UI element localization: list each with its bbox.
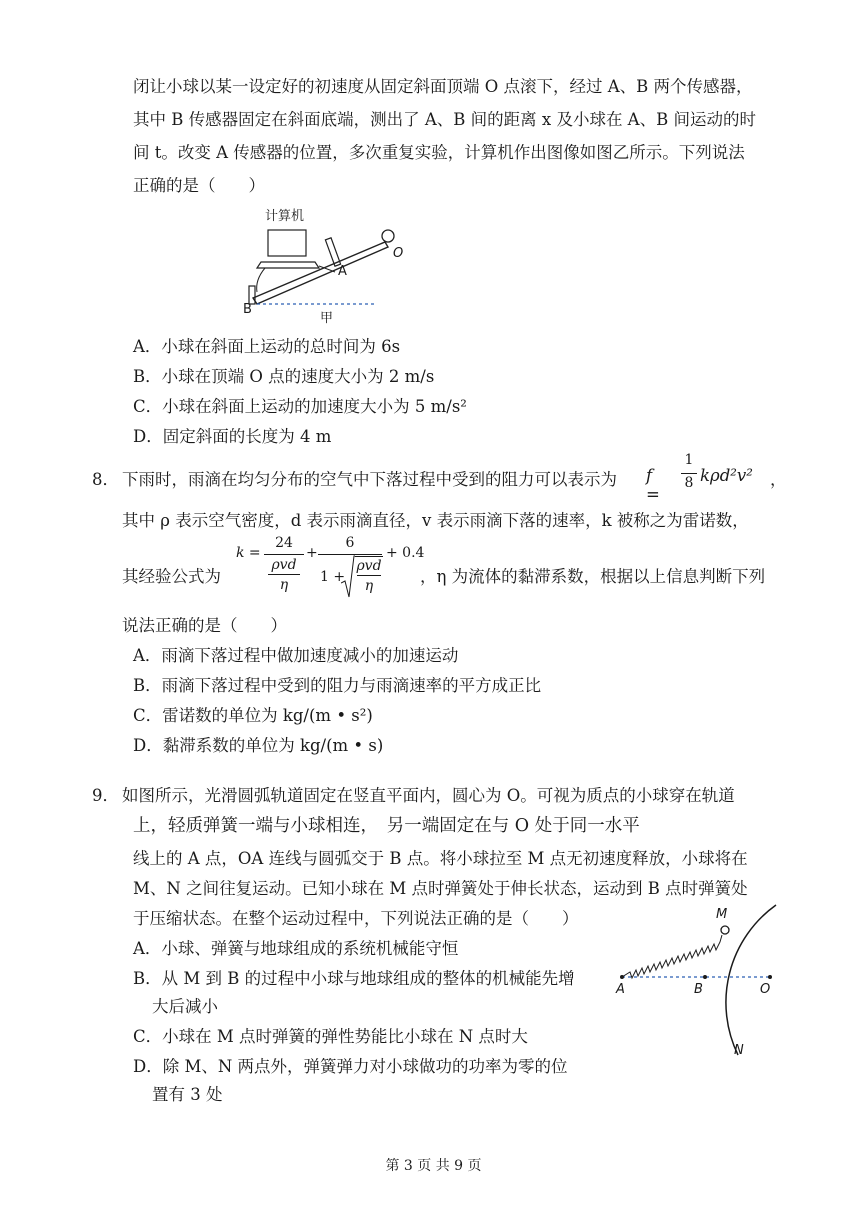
q7-line-3: 间 t。改变 A 传感器的位置，多次重复实验，计算机作出图像如图乙所示。下列说法 (133, 143, 745, 162)
q8-option-d: D．黏滞系数的单位为 kg/(m • s) (133, 736, 384, 755)
label-m: M (716, 907, 728, 922)
page-footer: 第 3 页 共 9 页 (385, 1158, 482, 1174)
q9-line-5: 于压缩状态。在整个运动过程中，下列说法正确的是（ ） (133, 909, 579, 928)
label-n: N (734, 1043, 744, 1058)
q7-option-c: C．小球在斜面上运动的加速度大小为 5 m/s² (133, 397, 467, 416)
q9-option-b: B．从 M 到 B 的过程中小球与地球组成的整体的机械能先增 (133, 969, 575, 988)
q8-line-1: 下雨时，雨滴在均匀分布的空气中下落过程中受到的阻力可以表示为 (122, 470, 617, 489)
label-a-q9: A (616, 982, 625, 997)
label-b: B (243, 302, 252, 317)
label-o-q9: O (760, 982, 771, 997)
q8-line-3-suffix: ，η 为流体的黏滞系数，根据以上信息判断下列 (420, 567, 766, 586)
incline-figure (235, 200, 410, 325)
q8-option-b: B．雨滴下落过程中受到的阻力与雨滴速率的平方成正比 (133, 676, 542, 695)
point-a (620, 975, 624, 979)
q9-line-3: 线上的 A 点，OA 连线与圆弧交于 B 点。将小球拉至 M 点无初速度释放，小球将在 (133, 849, 748, 868)
q9-line-1: 如图所示，光滑圆弧轨道固定在竖直平面内，圆心为 O。可视为质点的小球穿在轨道 (122, 786, 735, 805)
point-b (703, 975, 707, 979)
formula-reynolds: k = 24 ρvd η + 6 1 + ρvd η + 0.4 (236, 535, 436, 605)
label-o: O (393, 246, 404, 261)
q8-line-2: 其中 ρ 表示空气密度，d 表示雨滴直径，v 表示雨滴下落的速率，k 被称之为雷诺数， (122, 511, 749, 530)
q7-line-4: 正确的是（ ） (133, 176, 265, 195)
arc-track (726, 905, 776, 1055)
q8-number: 8． (92, 470, 119, 489)
q9-option-d-cont: 置有 3 处 (152, 1085, 223, 1104)
computer-keyboard-icon (257, 262, 319, 268)
q9-option-c: C．小球在 M 点时弹簧的弹性势能比小球在 N 点时大 (133, 1027, 528, 1046)
q8-line-3-prefix: 其经验公式为 (122, 567, 221, 586)
q8-line-4: 说法正确的是（ ） (122, 616, 287, 635)
label-a: A (338, 264, 347, 279)
spring-icon (622, 935, 722, 978)
q7-option-b: B．小球在顶端 O 点的速度大小为 2 m/s (133, 367, 435, 386)
q7-line-2: 其中 B 传感器固定在斜面底端，测出了 A、B 间的距离 x 及小球在 A、B 间运动的时 (133, 110, 756, 129)
q7-option-a: A．小球在斜面上运动的总时间为 6s (133, 337, 401, 356)
q8-option-a: A．雨滴下落过程中做加速度减小的加速运动 (133, 646, 459, 665)
q9-option-d: D．除 M、N 两点外，弹簧弹力对小球做功的功率为零的位 (133, 1057, 568, 1076)
point-o (768, 975, 772, 979)
q9-number: 9． (92, 786, 119, 805)
computer-screen-icon (268, 230, 306, 256)
cable-b (257, 268, 265, 292)
ball-m-icon (721, 926, 729, 934)
q9-option-a: A．小球、弹簧与地球组成的系统机械能守恒 (133, 939, 459, 958)
q8-option-c: C．雷诺数的单位为 kg/(m • s²) (133, 706, 373, 725)
computer-label: 计算机 (265, 209, 305, 224)
q7-line-1: 闭让小球以某一设定好的初速度从固定斜面顶端 O 点滚下，经过 A、B 两个传感器， (133, 77, 753, 96)
ball-icon (382, 230, 394, 242)
incline-surface (253, 242, 388, 304)
arc-track-figure (608, 900, 786, 1060)
q9-line-2: 上，轻质弹簧一端与小球相连， 另一端固定在与 O 处于同一水平 (133, 816, 640, 836)
figure-caption: 甲 (320, 311, 334, 325)
label-b-q9: B (694, 982, 703, 997)
q9-line-4: M、N 之间往复运动。已知小球在 M 点时弹簧处于伸长状态，运动到 B 点时弹簧处 (133, 879, 748, 898)
q7-option-d: D．固定斜面的长度为 4 m (133, 427, 332, 446)
q9-option-b-cont: 大后减小 (152, 997, 218, 1016)
